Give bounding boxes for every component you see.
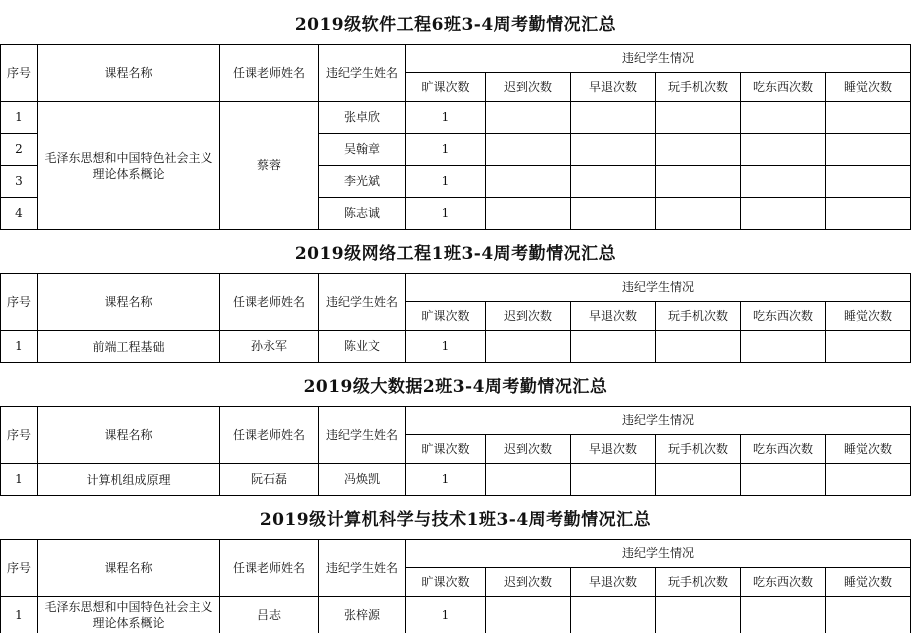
header-early: 早退次数 <box>570 434 655 463</box>
sleeping-count <box>825 165 911 197</box>
absent-count: 1 <box>405 197 485 229</box>
teacher-name: 孙永军 <box>219 330 318 362</box>
absent-count: 1 <box>405 330 485 362</box>
header-late: 迟到次数 <box>485 72 570 101</box>
student-name: 陈志诚 <box>318 197 405 229</box>
header-violation: 违纪学生情况 <box>405 406 911 434</box>
phone-count <box>655 330 740 362</box>
row-seq: 2 <box>0 133 37 165</box>
header-course: 课程名称 <box>37 406 219 463</box>
student-name: 李光斌 <box>318 165 405 197</box>
sleeping-count <box>825 133 911 165</box>
header-sleeping: 睡觉次数 <box>825 434 911 463</box>
header-eating: 吃东西次数 <box>740 72 825 101</box>
phone-count <box>655 133 740 165</box>
header-late: 迟到次数 <box>485 567 570 596</box>
header-seq: 序号 <box>0 406 37 463</box>
student-name: 张梓源 <box>318 596 405 633</box>
header-absent: 旷课次数 <box>405 301 485 330</box>
eating-count <box>740 165 825 197</box>
header-eating: 吃东西次数 <box>740 567 825 596</box>
absent-count: 1 <box>405 596 485 633</box>
header-course: 课程名称 <box>37 44 219 101</box>
sleeping-count <box>825 197 911 229</box>
row-seq: 1 <box>0 101 37 133</box>
teacher-name: 吕志 <box>219 596 318 633</box>
course-name: 毛泽东思想和中国特色社会主义理论体系概论 <box>37 596 219 633</box>
header-phone: 玩手机次数 <box>655 301 740 330</box>
late-count <box>485 165 570 197</box>
early-count <box>570 133 655 165</box>
early-count <box>570 330 655 362</box>
header-violation: 违纪学生情况 <box>405 273 911 301</box>
absent-count: 1 <box>405 133 485 165</box>
early-count <box>570 101 655 133</box>
eating-count <box>740 197 825 229</box>
phone-count <box>655 596 740 633</box>
course-name: 毛泽东思想和中国特色社会主义理论体系概论 <box>37 101 219 229</box>
header-late: 迟到次数 <box>485 301 570 330</box>
late-count <box>485 133 570 165</box>
sleeping-count <box>825 596 911 633</box>
student-name: 吴翰章 <box>318 133 405 165</box>
phone-count <box>655 165 740 197</box>
section-title: 2019级软件工程6班3-4周考勤情况汇总 <box>294 14 617 35</box>
late-count <box>485 197 570 229</box>
early-count <box>570 596 655 633</box>
header-eating: 吃东西次数 <box>740 434 825 463</box>
header-early: 早退次数 <box>570 301 655 330</box>
header-absent: 旷课次数 <box>405 72 485 101</box>
header-sleeping: 睡觉次数 <box>825 72 911 101</box>
row-seq: 4 <box>0 197 37 229</box>
phone-count <box>655 197 740 229</box>
student-name: 冯焕凯 <box>318 463 405 495</box>
header-violation: 违纪学生情况 <box>405 44 911 72</box>
header-early: 早退次数 <box>570 567 655 596</box>
eating-count <box>740 463 825 495</box>
header-sleeping: 睡觉次数 <box>825 301 911 330</box>
header-phone: 玩手机次数 <box>655 567 740 596</box>
header-seq: 序号 <box>0 539 37 596</box>
sleeping-count <box>825 330 911 362</box>
header-phone: 玩手机次数 <box>655 72 740 101</box>
header-student: 违纪学生姓名 <box>318 273 405 330</box>
header-late: 迟到次数 <box>485 434 570 463</box>
header-absent: 旷课次数 <box>405 434 485 463</box>
late-count <box>485 330 570 362</box>
header-teacher: 任课老师姓名 <box>219 273 318 330</box>
early-count <box>570 463 655 495</box>
course-name: 计算机组成原理 <box>37 463 219 495</box>
header-eating: 吃东西次数 <box>740 301 825 330</box>
teacher-name: 阮石磊 <box>219 463 318 495</box>
header-seq: 序号 <box>0 44 37 101</box>
course-name: 前端工程基础 <box>37 330 219 362</box>
eating-count <box>740 101 825 133</box>
student-name: 陈业文 <box>318 330 405 362</box>
header-student: 违纪学生姓名 <box>318 539 405 596</box>
late-count <box>485 101 570 133</box>
header-student: 违纪学生姓名 <box>318 44 405 101</box>
teacher-name: 蔡蓉 <box>219 101 318 229</box>
header-course: 课程名称 <box>37 539 219 596</box>
row-seq: 1 <box>0 596 37 633</box>
sleeping-count <box>825 463 911 495</box>
absent-count: 1 <box>405 463 485 495</box>
header-teacher: 任课老师姓名 <box>219 44 318 101</box>
early-count <box>570 197 655 229</box>
header-early: 早退次数 <box>570 72 655 101</box>
header-absent: 旷课次数 <box>405 567 485 596</box>
header-student: 违纪学生姓名 <box>318 406 405 463</box>
section-title: 2019级计算机科学与技术1班3-4周考勤情况汇总 <box>0 495 911 539</box>
sleeping-count <box>825 101 911 133</box>
header-violation: 违纪学生情况 <box>405 539 911 567</box>
late-count <box>485 596 570 633</box>
phone-count <box>655 101 740 133</box>
row-seq: 3 <box>0 165 37 197</box>
header-course: 课程名称 <box>37 273 219 330</box>
header-teacher: 任课老师姓名 <box>219 406 318 463</box>
late-count <box>485 463 570 495</box>
header-phone: 玩手机次数 <box>655 434 740 463</box>
absent-count: 1 <box>405 165 485 197</box>
header-teacher: 任课老师姓名 <box>219 539 318 596</box>
header-seq: 序号 <box>0 273 37 330</box>
row-seq: 1 <box>0 463 37 495</box>
row-seq: 1 <box>0 330 37 362</box>
header-sleeping: 睡觉次数 <box>825 567 911 596</box>
absent-count: 1 <box>405 101 485 133</box>
early-count <box>570 165 655 197</box>
eating-count <box>740 133 825 165</box>
student-name: 张卓欣 <box>318 101 405 133</box>
phone-count <box>655 463 740 495</box>
section-title: 2019级大数据2班3-4周考勤情况汇总 <box>0 362 911 406</box>
section-title: 2019级网络工程1班3-4周考勤情况汇总 <box>0 229 911 273</box>
eating-count <box>740 330 825 362</box>
eating-count <box>740 596 825 633</box>
